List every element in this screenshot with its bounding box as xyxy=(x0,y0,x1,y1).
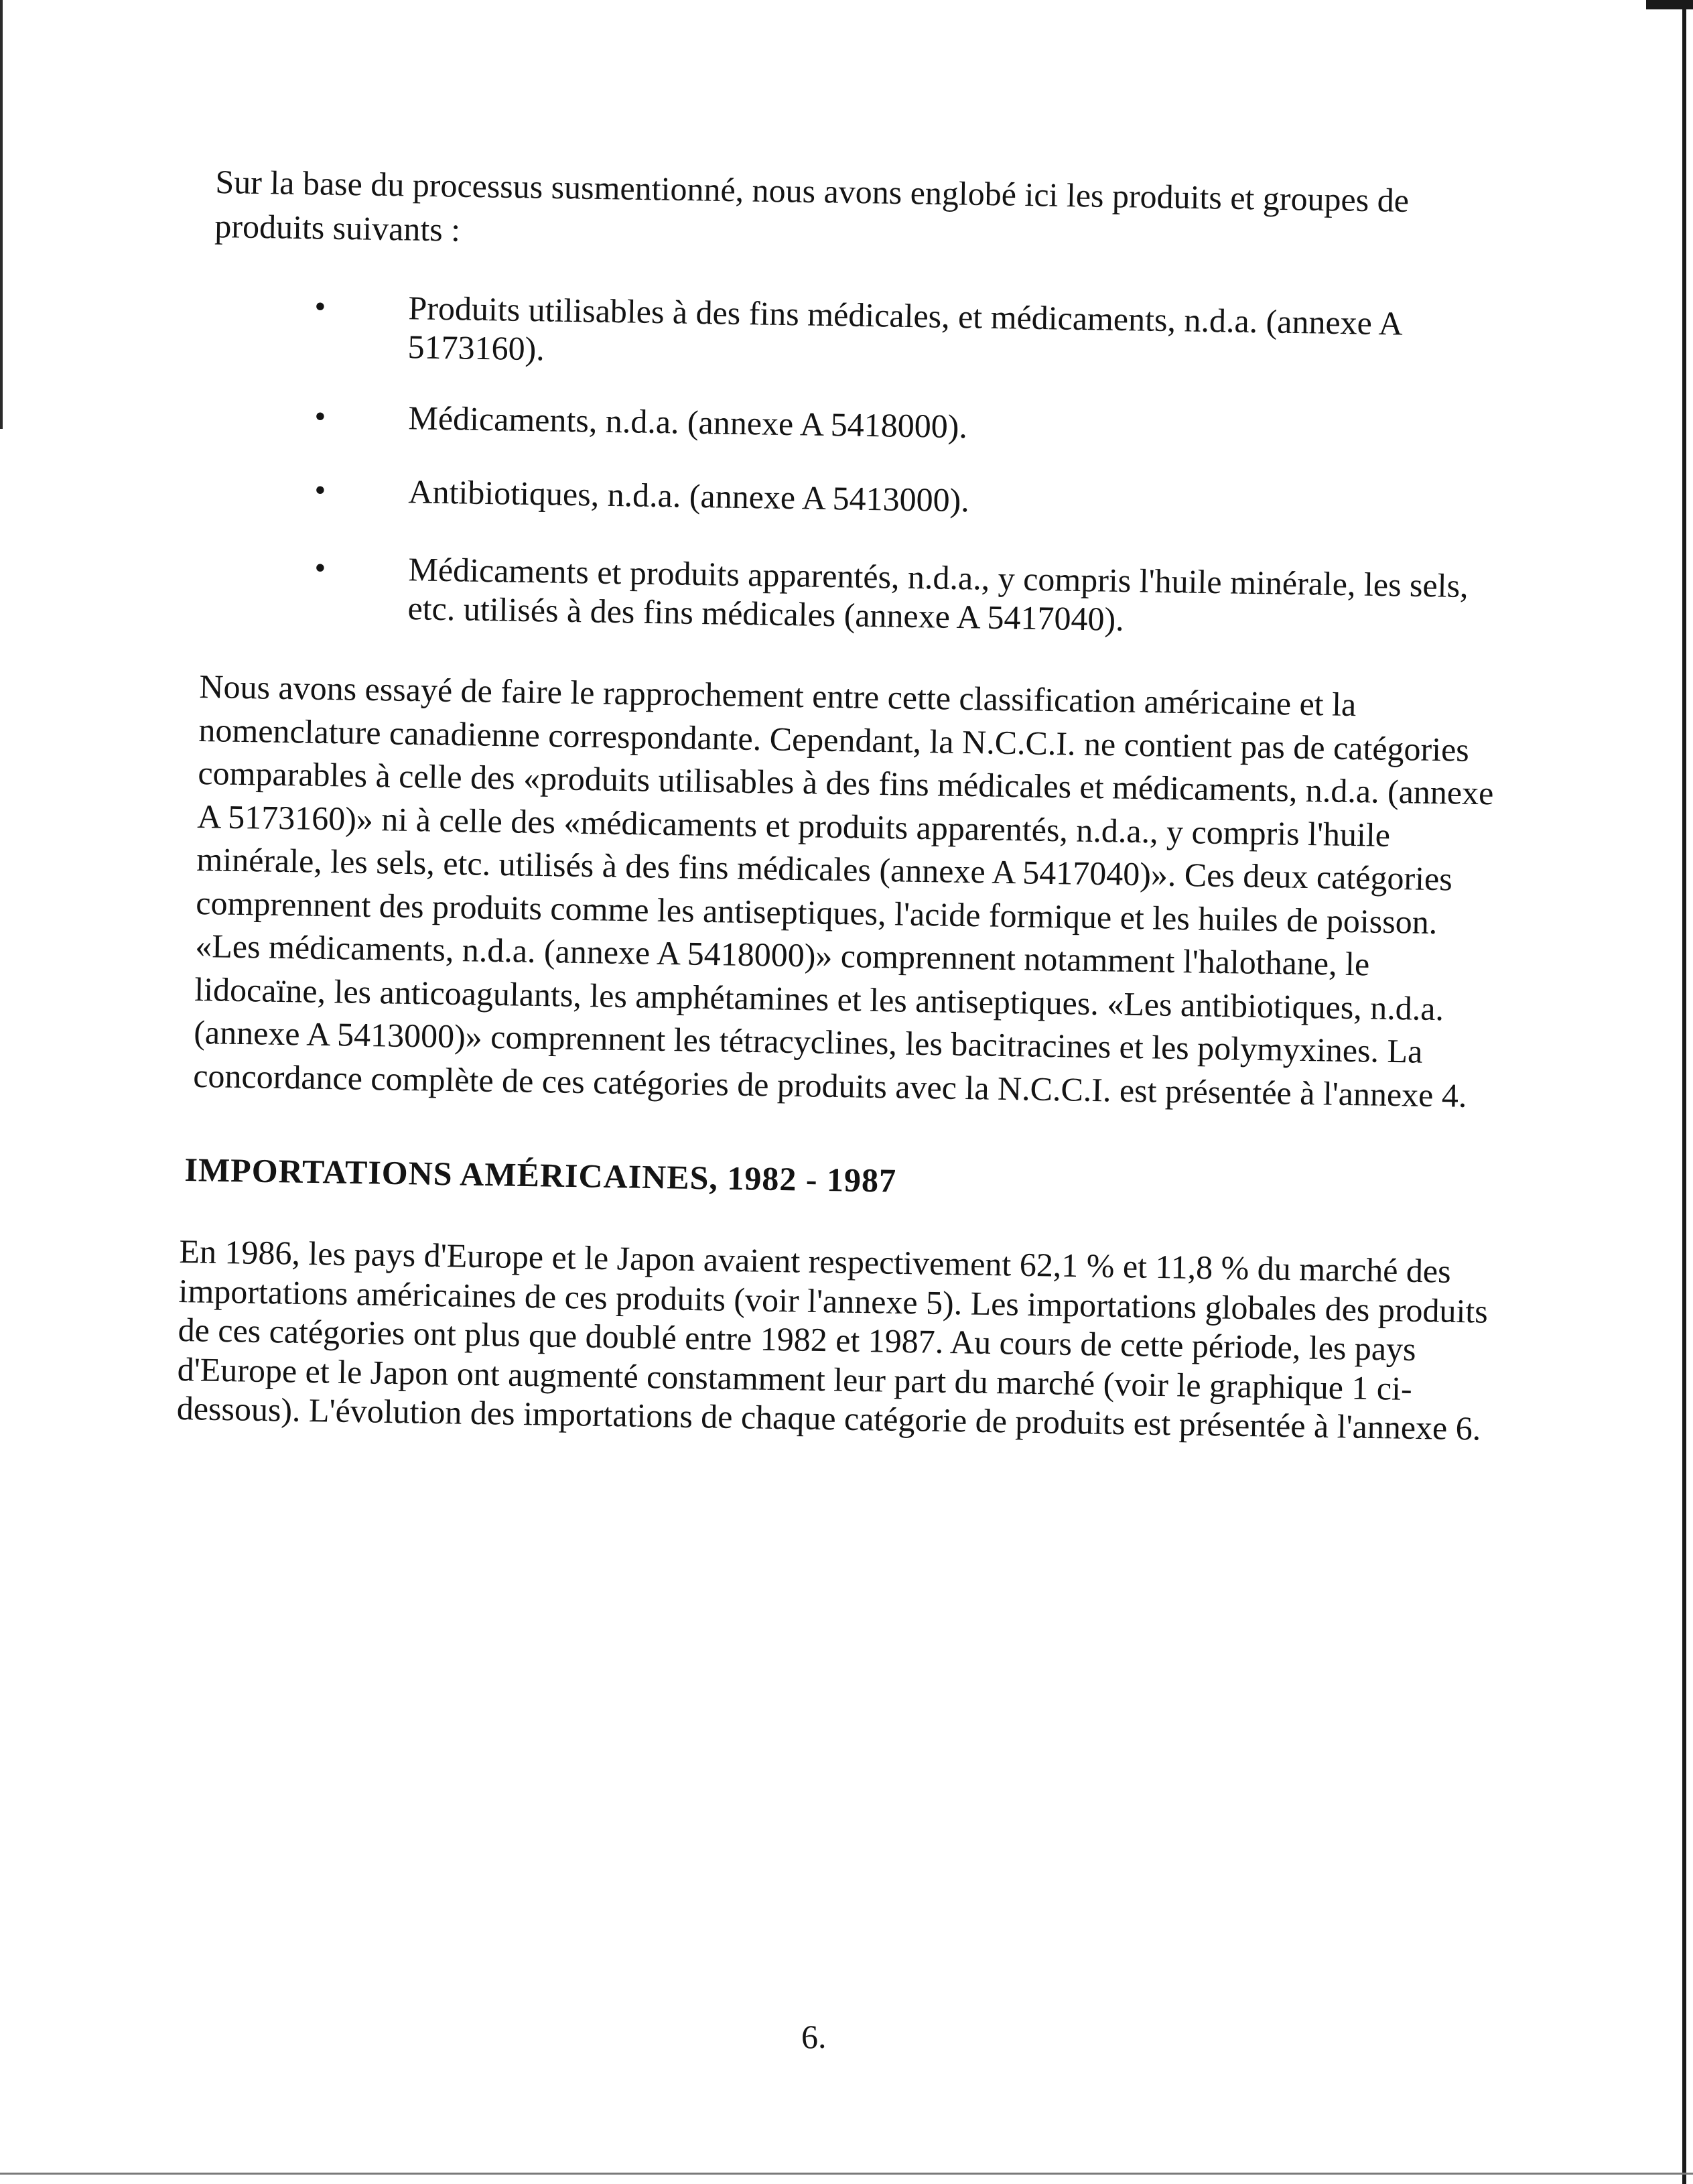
bullet-icon: • xyxy=(314,550,326,586)
bullet-item xyxy=(314,397,1487,455)
bullet-icon: • xyxy=(314,288,326,325)
bullet-item xyxy=(314,287,1487,385)
bullet-text: Médicaments, n.d.a. (annexe A 5418000). xyxy=(408,399,968,446)
section-heading: IMPORTATIONS AMÉRICAINES, 1982 - 1987 xyxy=(184,1150,897,1200)
scan-edge-left xyxy=(0,0,3,429)
bullet-text: Antibiotiques, n.d.a. (annexe A 5413000). xyxy=(408,472,970,519)
scan-edge-right xyxy=(1682,0,1686,2184)
page-number: 6. xyxy=(801,2018,827,2055)
scan-edge-bottom xyxy=(0,2173,1693,2175)
bullet-icon: • xyxy=(314,472,326,509)
bullet-icon: • xyxy=(314,398,326,435)
bullet-item xyxy=(314,470,1487,529)
intro-paragraph: Sur la base du processus susmentionné, nous avons englobé ici les produits et groupes de produits suivants : xyxy=(214,162,1410,249)
body-paragraph: Nous avons essayé de faire le rapprochement entre cette classification américaine et la nomenclature canadienne correspondante. Cependant, la N.C.C.I. ne contient pas de catégories comparables à celle des «produits utilisables à des fins médicales et médicaments, n.d.a. (annexe A 5173160)» ni à celle des «médicaments et produits apparentés, n.d.a., y compris l'huile minérale, les sels, etc. utilisés à des fins médicales (annexe A 5417040)». Ces deux catégories comprennent des produits comme les antiseptiques, l'acide formique et les huiles de poisson. «Les médicaments, n.d.a. (annexe A 5418000)» comprennent notamment l'halothane, le lidocaïne, les anticoagulants, les amphétamines et les antiseptiques. «Les antibiotiques, n.d.a. (annexe A 5413000)» comprennent les tétracyclines, les bacitracines et les polymyxines. La concordance complète de ces catégories de produits avec la N.C.C.I. est présentée à l'annexe 4. xyxy=(192,667,1494,1114)
bullet-item xyxy=(314,548,1487,647)
bullet-text: Produits utilisables à des fins médicales, et médicaments, n.d.a. (annexe A 5173160). xyxy=(407,289,1402,368)
bullet-text: Médicaments et produits apparentés, n.d.a., y compris l'huile minérale, les sels, etc. utilisés à des fins médicales (annexe A 5417040). xyxy=(407,550,1469,638)
body-paragraph: En 1986, les pays d'Europe et le Japon avaient respectivement 62,1 % et 11,8 % du marché des importations américaines de ces produits (voir l'annexe 5). Les importations globales des produits de ces catégories ont plus que doublé entre 1982 et 1987. Au cours de cette période, les pays d'Europe et le Japon ont augmenté constamment leur part du marché (voir le graphique 1 ci-dessous). L'évolution des importations de chaque catégorie de produits est présentée à l'annexe 6. xyxy=(176,1232,1489,1448)
